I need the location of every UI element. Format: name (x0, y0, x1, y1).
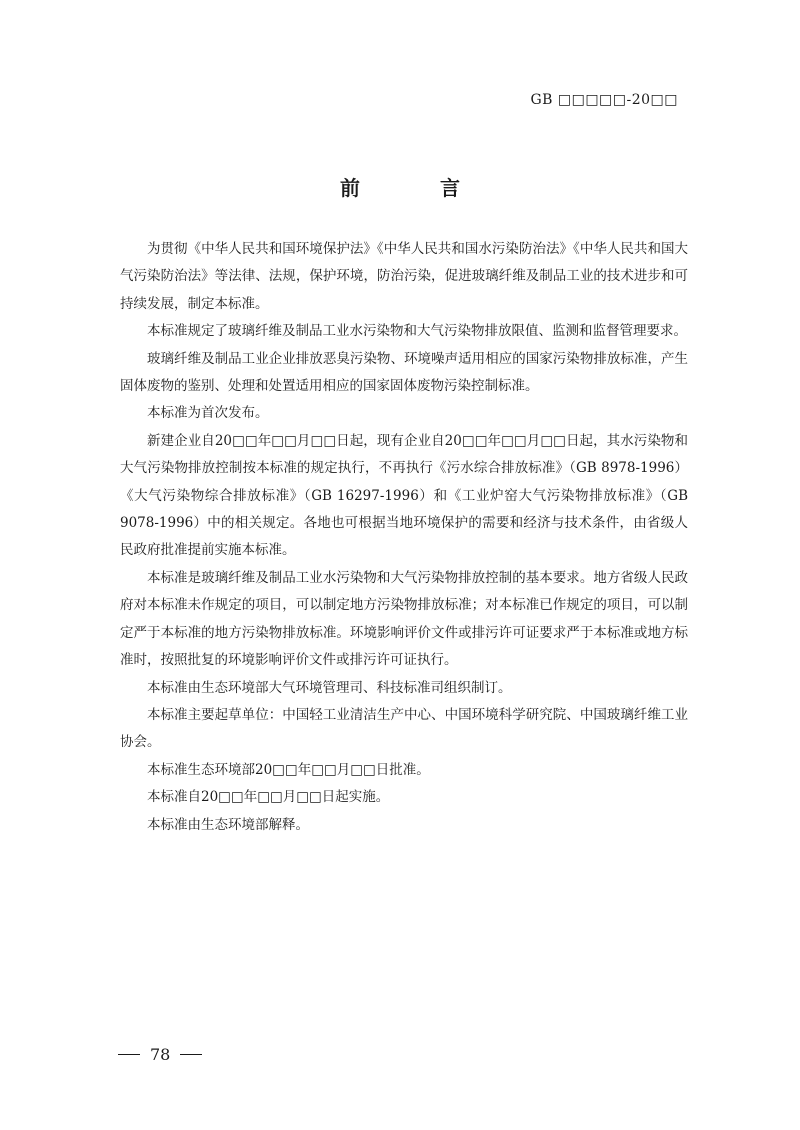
paragraph-2: 本标准规定了玻璃纤维及制品工业水污染物和大气污染物排放限值、监测和监督管理要求。 (147, 323, 687, 340)
paragraph-5: 新建企业自20□□年□□月□□日起，现有企业自20□□年□□月□□日起，其水污染物和大气污染物排放控制按本标准的规定执行，不再执行《污水综合排放标准》（GB 8978-1996）《大气污染物综合排放标准》（GB 16297-1996）和《工业炉窑大气污染物排放标准》（GB 9078-1996）中的相关规定。各地也可根据当地环境保护的需要和经济与技术条件，由省级人民政府批准提前实施本标准。 (120, 432, 688, 559)
paragraph-1: 为贯彻《中华人民共和国环境保护法》《中华人民共和国水污染防治法》《中华人民共和国大气污染防治法》等法律、法规，保护环境，防治污染，促进玻璃纤维及制品工业的技术进步和可持续发展，制定本标准。 (120, 241, 688, 312)
paragraph-9: 本标准生态环境部20□□年□□月□□日批准。 (147, 761, 430, 778)
footer-dash-left (118, 1054, 140, 1055)
standard-code: GB □□□□□-20□□ (530, 92, 678, 108)
paragraph-4: 本标准为首次发布。 (147, 405, 269, 422)
paragraph-11: 本标准由生态环境部解释。 (147, 816, 309, 833)
paragraph-6: 本标准是玻璃纤维及制品工业水污染物和大气污染物排放控制的基本要求。地方省级人民政府对本标准未作规定的项目，可以制定地方污染物排放标准；对本标准已作规定的项目，可以制定严于本标准的地方污染物排放标准。环境影响评价文件或排污许可证要求严于本标准或地方标准时，按照批复的环境影响评价文件或排污许可证执行。 (120, 569, 688, 669)
paragraph-8: 本标准主要起草单位：中国轻工业清洁生产中心、中国环境科学研究院、中国玻璃纤维工业协会。 (120, 706, 688, 751)
page-footer (118, 1045, 202, 1064)
footer-dash-right (180, 1054, 202, 1055)
paragraph-10: 本标准自20□□年□□月□□日起实施。 (147, 789, 390, 806)
page-number: 78 (150, 1045, 171, 1064)
paragraph-3: 玻璃纤维及制品工业企业排放恶臭污染物、环境噪声适用相应的国家污染物排放标准，产生固体废物的鉴别、处理和处置适用相应的国家固体废物污染控制标准。 (120, 350, 688, 395)
page-title: 前 言 (340, 176, 490, 200)
paragraph-7: 本标准由生态环境部大气环境管理司、科技标准司组织制订。 (147, 679, 512, 696)
preface-body (120, 236, 688, 839)
